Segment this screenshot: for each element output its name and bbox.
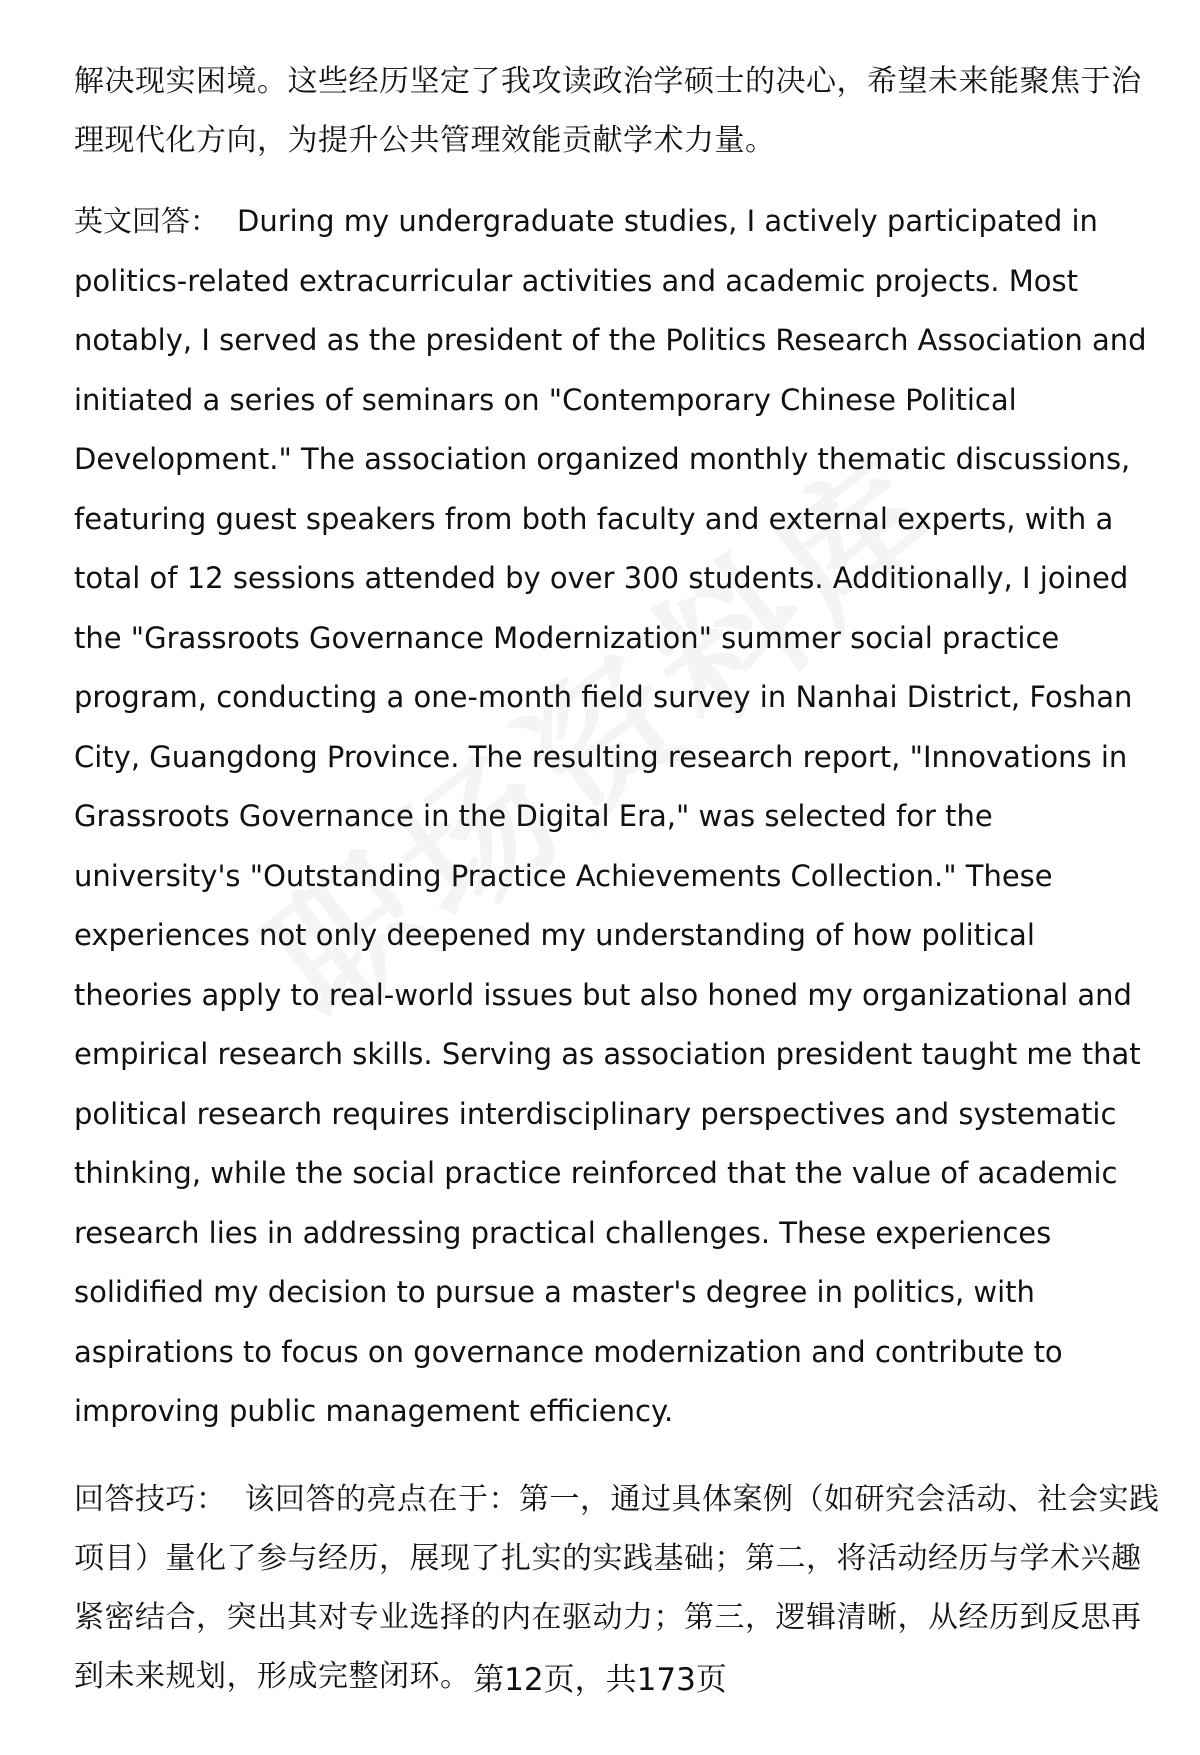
english-answer-label: 英文回答： <box>74 204 220 238</box>
english-answer-paragraph <box>74 192 1160 1442</box>
page-number: 第12页，共173页 <box>473 1662 727 1698</box>
english-answer-text: During my undergraduate studies, I actively participated in politics-related extracurricular activities and academic projects. Most notably, I served as the president of the Politics Research Association and initiated a series of seminars on "Contemporary Chinese Political Development." The association organized monthly thematic discussions, featuring guest speakers from both faculty and external experts, with a total of 12 sessions attended by over 300 students. Additionally, I joined the "Grassroots Governance Modernization" summer social practice program, conducting a one-month field survey in Nanhai District, Foshan City, Guangdong Province. The resulting research report, "Innovations in Grassroots Governance in the Digital Era," was selected for the university's "Outstanding Practice Achievements Collection." These experiences not only deepened my understanding of how political theories apply to real-world issues but also honed my organizational and empirical research skills. Serving as association president taught me that political research requires interdisciplinary perspectives and systematic thinking, while the social practice reinforced that the value of academic research lies in addressing practical challenges. These experiences solidified my decision to pursue a master's degree in politics, with aspirations to focus on governance modernization and contribute to improving public management efficiency. <box>74 204 1147 1428</box>
answer-tips-text: 该回答的亮点在于：第一，通过具体案例（如研究会活动、社会实践项目）量化了参与经历，展现了扎实的实践基础；第二，将活动经历与学术兴趣紧密结合，突出其对专业选择的内在驱动力；第三，逻辑清晰，从经历到反思再到未来规划，形成完整闭环。 <box>74 1481 1160 1694</box>
intro-paragraph: 解决现实困境。这些经历坚定了我攻读政治学硕士的决心，希望未来能聚焦于治理现代化方向，为提升公共管理效能贡献学术力量。 <box>74 64 1142 158</box>
document-body <box>74 52 1160 1706</box>
answer-tips-label: 回答技巧： <box>74 1481 227 1517</box>
